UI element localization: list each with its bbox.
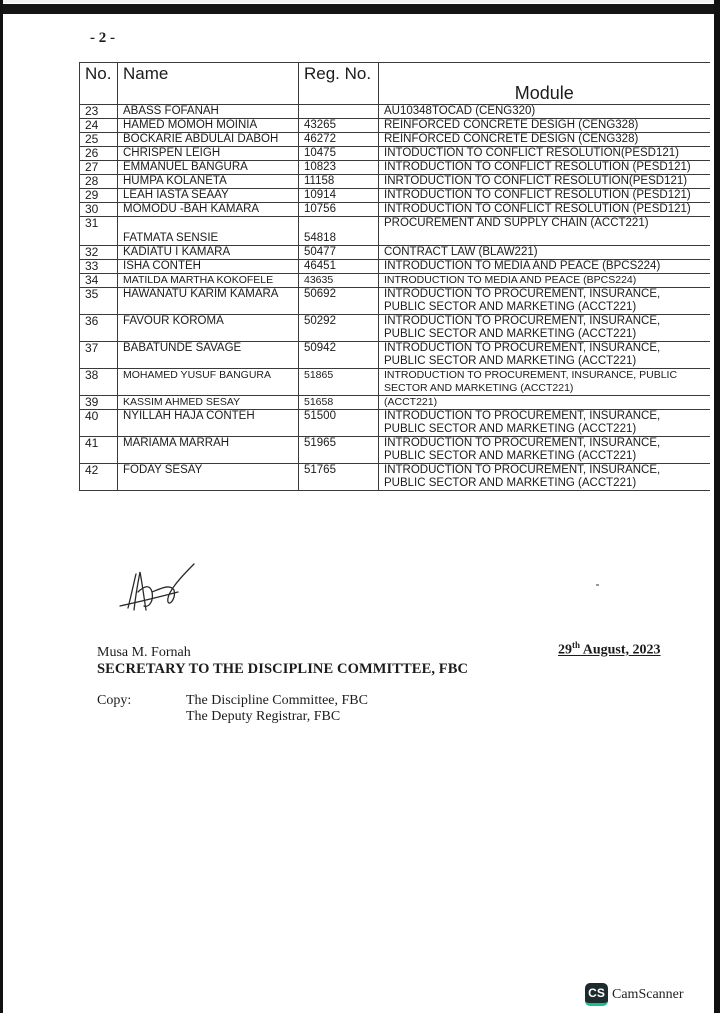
table-row	[80, 189, 710, 203]
row-number: 30	[80, 203, 118, 217]
reg-number: 51500	[299, 410, 379, 437]
reg-number: 46272	[299, 133, 379, 147]
table-row	[80, 274, 710, 288]
student-name: FATMATA SENSIE	[118, 217, 299, 246]
student-name: MATILDA MARTHA KOKOFELE	[118, 274, 299, 288]
student-name: MOMODU -BAH KAMARA	[118, 203, 299, 217]
scan-speck	[596, 584, 599, 586]
module-name: INTRODUCTION TO PROCUREMENT, INSURANCE, PUBLIC SECTOR AND MARKETING (ACCT221)	[379, 342, 710, 369]
module-name: PROCUREMENT AND SUPPLY CHAIN (ACCT221)	[379, 217, 710, 246]
table-row	[80, 437, 710, 464]
module-name: INTRODUCTION TO MEDIA AND PEACE (BPCS224)	[379, 274, 710, 288]
row-number: 24	[80, 119, 118, 133]
date-suffix: th	[572, 640, 581, 650]
student-name: CHRISPEN LEIGH	[118, 147, 299, 161]
reg-number: 43635	[299, 274, 379, 288]
table-row	[80, 315, 710, 342]
row-number: 37	[80, 342, 118, 369]
reg-number	[299, 105, 379, 119]
module-name: INTRODUCTION TO PROCUREMENT, INSURANCE, PUBLIC SECTOR AND MARKETING (ACCT221)	[379, 369, 710, 396]
camscanner-logo-icon: CS	[585, 983, 608, 1006]
row-number: 26	[80, 147, 118, 161]
row-number: 38	[80, 369, 118, 396]
student-name: MARIAMA MARRAH	[118, 437, 299, 464]
scan-border-top	[0, 4, 720, 14]
copy-recipient: The Discipline Committee, FBC	[186, 693, 368, 708]
reg-number: 10823	[299, 161, 379, 175]
signatory-block	[97, 645, 468, 677]
table-row	[80, 246, 710, 260]
row-number: 33	[80, 260, 118, 274]
row-number: 32	[80, 246, 118, 260]
module-name: INTRODUCTION TO MEDIA AND PEACE (BPCS224)	[379, 260, 710, 274]
document-date	[558, 640, 661, 659]
table-row	[80, 369, 710, 396]
reg-number: 51658	[299, 396, 379, 410]
module-name: (ACCT221)	[379, 396, 710, 410]
reg-number: 50477	[299, 246, 379, 260]
row-number: 35	[80, 288, 118, 315]
student-roster-table	[79, 62, 710, 491]
row-number: 39	[80, 396, 118, 410]
module-name: REINFORCED CONCRETE DESIGN (CENG328)	[379, 133, 710, 147]
student-name: HUMPA KOLANETA	[118, 175, 299, 189]
student-name: ISHA CONTEH	[118, 260, 299, 274]
student-name: MOHAMED YUSUF BANGURA	[118, 369, 299, 396]
reg-number: 51765	[299, 464, 379, 491]
student-name: ABASS FOFANAH	[118, 105, 299, 119]
module-name: INRTODUCTION TO CONFLICT RESOLUTION(PESD121)	[379, 175, 710, 189]
student-name: FODAY SESAY	[118, 464, 299, 491]
table-header-row	[80, 63, 710, 105]
table-row	[80, 147, 710, 161]
reg-number: 50692	[299, 288, 379, 315]
reg-number: 54818	[299, 217, 379, 246]
module-name: INTRODUCTION TO PROCUREMENT, INSURANCE, PUBLIC SECTOR AND MARKETING (ACCT221)	[379, 315, 710, 342]
table-row	[80, 342, 710, 369]
table-row	[80, 203, 710, 217]
table-row	[80, 396, 710, 410]
student-name: EMMANUEL BANGURA	[118, 161, 299, 175]
row-number: 28	[80, 175, 118, 189]
table-row	[80, 119, 710, 133]
module-name: CONTRACT LAW (BLAW221)	[379, 246, 710, 260]
signatory-name: Musa M. Fornah	[97, 645, 191, 660]
date-rest: August, 2023	[580, 642, 661, 658]
scan-edge-top	[0, 0, 720, 3]
table-row	[80, 133, 710, 147]
row-number: 34	[80, 274, 118, 288]
row-number: 25	[80, 133, 118, 147]
page-number: - 2 -	[90, 30, 115, 46]
signatory-title: SECRETARY TO THE DISCIPLINE COMMITTEE, FBC	[97, 661, 469, 677]
row-number: 29	[80, 189, 118, 203]
copy-recipients	[186, 693, 368, 725]
reg-number: 43265	[299, 119, 379, 133]
row-number: 42	[80, 464, 118, 491]
row-number: 27	[80, 161, 118, 175]
row-number: 31	[80, 217, 118, 246]
reg-number: 50942	[299, 342, 379, 369]
module-name: INTRODUCTION TO PROCUREMENT, INSURANCE, PUBLIC SECTOR AND MARKETING (ACCT221)	[379, 288, 710, 315]
table-row	[80, 105, 710, 119]
reg-number: 51865	[299, 369, 379, 396]
reg-number: 50292	[299, 315, 379, 342]
reg-number: 11158	[299, 175, 379, 189]
module-name: REINFORCED CONCRETE DESIGH (CENG328)	[379, 119, 710, 133]
module-name: INTRODUCTION TO PROCUREMENT, INSURANCE, PUBLIC SECTOR AND MARKETING (ACCT221)	[379, 410, 710, 437]
module-name: AU10348TOCAD (CENG320)	[379, 105, 710, 119]
column-header-module: Module	[379, 63, 710, 105]
reg-number: 10914	[299, 189, 379, 203]
reg-number: 10756	[299, 203, 379, 217]
date-day: 29	[558, 642, 572, 658]
module-name: INTRODUCTION TO CONFLICT RESOLUTION (PESD121)	[379, 189, 710, 203]
student-name: FAVOUR KOROMA	[118, 315, 299, 342]
row-number: 40	[80, 410, 118, 437]
copy-label: Copy:	[97, 693, 132, 708]
handwritten-signature-icon	[118, 562, 218, 622]
student-name: HAMED MOMOH MOINIA	[118, 119, 299, 133]
module-name: INTODUCTION TO CONFLICT RESOLUTION(PESD121)	[379, 147, 710, 161]
camscanner-name: CamScanner	[612, 986, 684, 1002]
student-name: KASSIM AHMED SESAY	[118, 396, 299, 410]
table-row	[80, 217, 710, 246]
student-name: NYILLAH HAJA CONTEH	[118, 410, 299, 437]
row-number: 36	[80, 315, 118, 342]
column-header-no: No.	[80, 63, 118, 105]
table-row	[80, 410, 710, 437]
table-row	[80, 288, 710, 315]
module-name: INTRODUCTION TO CONFLICT RESOLUTION (PESD121)	[379, 203, 710, 217]
scan-border-left	[0, 0, 3, 1013]
column-header-reg-no: Reg. No.	[299, 63, 379, 105]
student-name: KADIATU I KAMARA	[118, 246, 299, 260]
scan-border-right	[714, 0, 720, 1013]
module-name: INTRODUCTION TO CONFLICT RESOLUTION (PESD121)	[379, 161, 710, 175]
row-number: 41	[80, 437, 118, 464]
table-row	[80, 464, 710, 491]
reg-number: 10475	[299, 147, 379, 161]
student-name: BOCKARIE ABDULAI DABOH	[118, 133, 299, 147]
table-row	[80, 260, 710, 274]
camscanner-watermark	[585, 983, 684, 1006]
column-header-name: Name	[118, 63, 299, 105]
student-name: BABATUNDE SAVAGE	[118, 342, 299, 369]
row-number: 23	[80, 105, 118, 119]
copy-recipient: The Deputy Registrar, FBC	[186, 709, 341, 724]
table-row	[80, 161, 710, 175]
student-name: LEAH IASTA SEAAY	[118, 189, 299, 203]
reg-number: 51965	[299, 437, 379, 464]
module-name: INTRODUCTION TO PROCUREMENT, INSURANCE, PUBLIC SECTOR AND MARKETING (ACCT221)	[379, 464, 710, 491]
reg-number: 46451	[299, 260, 379, 274]
module-name: INTRODUCTION TO PROCUREMENT, INSURANCE, PUBLIC SECTOR AND MARKETING (ACCT221)	[379, 437, 710, 464]
table-row	[80, 175, 710, 189]
student-name: HAWANATU KARIM KAMARA	[118, 288, 299, 315]
